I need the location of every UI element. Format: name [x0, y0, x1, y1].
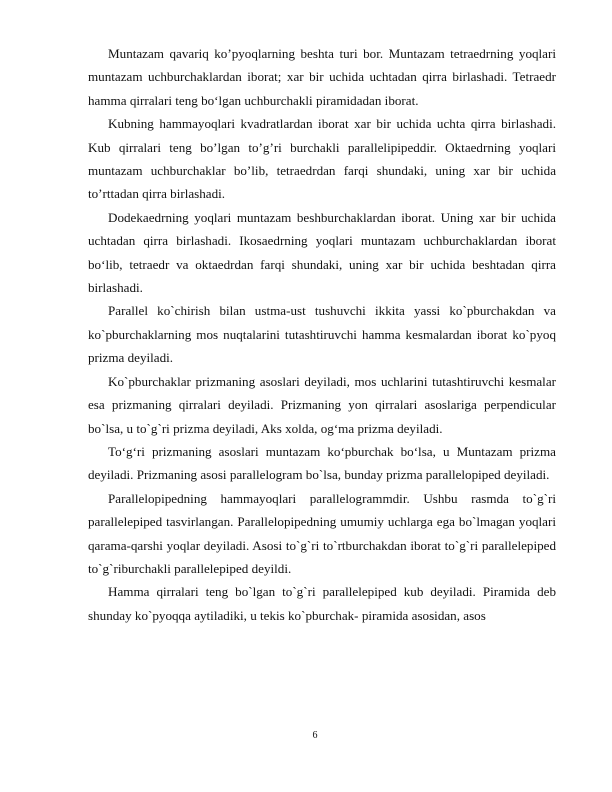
paragraph-prism-definition: Parallel ko`chirish bilan ustma-ust tushuvchi ikkita yassi ko`pburchakdan va ko`pburchaklarning mos nuqtalarini tutashtiruvchi hamma kesmalardan iborat ko`pyoq prizma deyiladi.: [88, 303, 556, 366]
paragraph-cube-pyramid: Hamma qirralari teng bo`lgan to`g`ri parallelepiped kub deyiladi. Piramida deb shunday ko`pyoqqa aytiladiki, u tekis ko`pburchak- piramida asosidan, asos: [88, 584, 556, 623]
paragraph-regular-prism: To‘g‘ri prizmaning asoslari muntazam ko‘pburchak bo‘lsa, u Muntazam prizma deyiladi. Prizmaning asosi parallelogram bo`lsa, bunday prizma parallelopiped deyiladi.: [88, 443, 556, 483]
paragraph-parallelepiped: Parallelopipedning hammayoqlari parallelogrammdir. Ushbu rasmda to`g`ri parallelepiped tasvirlangan. Parallelopipedning umumiy uchlarga ega bo`lmagan yoqlari qarama-qarshi yoqlar deyiladi. Asosi to`g`ri to`rtburchakdan iborat to`g`ri parallelepiped to`g`riburchakli parallelepiped deyildi.: [88, 490, 556, 576]
paragraph-cube-octahedron: Kubning hammayoqlari kvadratlardan iborat xar bir uchida uchta qirra birlashadi. Kub qirralari teng bo’lgan to’g’ri burchakli parallelipipeddir. Oktaedrning yoqlari muntazam uchburchaklar bo’lib, tetraedrdan farqi shundaki, uning xar bir uchida to’rttadan qirra birlashadi.: [88, 116, 556, 202]
page-number: 6: [312, 730, 318, 741]
paragraph-regular-polyhedra: Muntazam qavariq ko’pyoqlarning beshta turi bor. Muntazam tetraedrning yoqlari muntazam uchburchaklardan iborat; xar bir uchida uchtadan qirra birlashadi. Tetraedr hamma qirralari teng bo‘lgan uchburchakli piramidadan iborat.: [88, 46, 556, 108]
paragraph-prism-bases: Ko`pburchaklar prizmaning asoslari deyiladi, mos uchlarini tutashtiruvchi kesmalar esa prizmaning qirralari deyiladi. Prizmaning yon qirralari asoslariga perpendicular bo`lsa, u to`g`ri prizma deyiladi, Aks xolda, og‘ma prizma deyiladi.: [88, 373, 556, 436]
page-body: [88, 42, 556, 627]
paragraph-dodecahedron-icosahedron: Dodekaedrning yoqlari muntazam beshburchaklardan iborat. Uning xar bir uchida uchtadan qirra birlashadi. Ikosaedrning yoqlari muntazam uchburchaklardan iborat bo‘lib, tetraedr va oktaedrdan farqi shundaki, uning xar bir uchida beshtadan qirra birlashadi.: [88, 209, 556, 296]
